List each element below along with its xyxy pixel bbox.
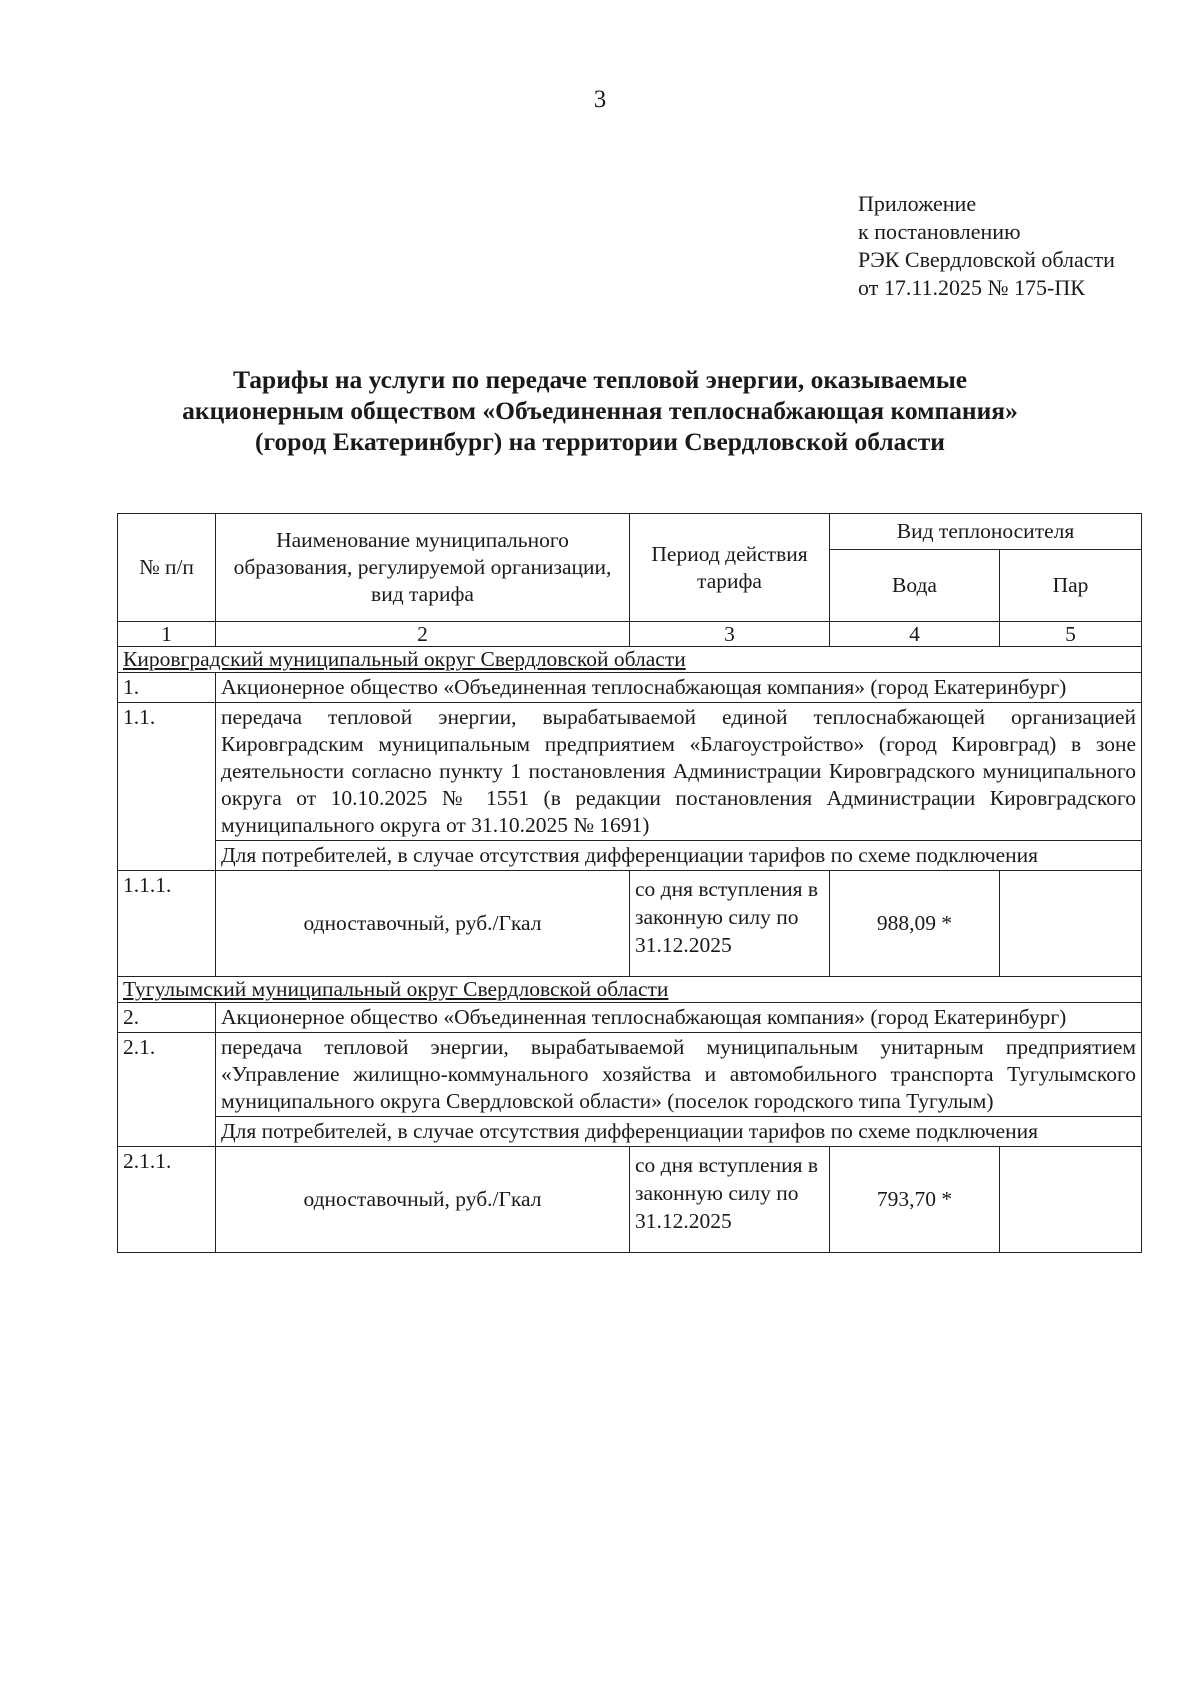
org-name: Акционерное общество «Объединенная теплоснабжающая компания» (город Екатеринбург) [216, 1003, 1142, 1033]
tariff-steam-value [1000, 871, 1142, 977]
tariff-period: со дня вступления в законную силу по 31.12.2025 [630, 1147, 830, 1253]
org-num: 1. [118, 673, 216, 703]
appendix-line: РЭК Свердловской области [858, 247, 1115, 272]
consumers-note: Для потребителей, в случае отсутствия дифференциации тарифов по схеме подключения [216, 1117, 1142, 1147]
title-line: Тарифы на услуги по передаче тепловой энергии, оказываемые [232, 365, 968, 394]
consumers-note: Для потребителей, в случае отсутствия дифференциации тарифов по схеме подключения [216, 841, 1142, 871]
tariff-table [117, 513, 1142, 1253]
column-number: 1 [118, 622, 216, 647]
tariff-type: одноставочный, руб./Гкал [216, 1147, 630, 1253]
header-carrier: Вид теплоносителя [830, 514, 1142, 550]
appendix-block [858, 190, 1115, 302]
org-name: Акционерное общество «Объединенная теплоснабжающая компания» (город Екатеринбург) [216, 673, 1142, 703]
column-numbers-row [118, 622, 1142, 647]
org-num: 2. [118, 1003, 216, 1033]
tariff-water-value: 988,09 * [830, 871, 1000, 977]
header-name: Наименование муниципального образования, регулируемой организации, вид тарифа [216, 514, 630, 622]
column-number: 2 [216, 622, 630, 647]
tariff-period: со дня вступления в законную силу по 31.12.2025 [630, 871, 830, 977]
appendix-line: Приложение [858, 191, 977, 216]
header-num: № п/п [118, 514, 216, 622]
region-row: Тугулымский муниципальный округ Свердловской области [118, 977, 1142, 1003]
tariff-water-value: 793,70 * [830, 1147, 1000, 1253]
column-number: 3 [630, 622, 830, 647]
column-number: 4 [830, 622, 1000, 647]
title-line: (город Екатеринбург) на территории Свердловской области [255, 427, 945, 456]
title-line: акционерным обществом «Объединенная теплоснабжающая компания» [182, 396, 1018, 425]
service-num: 1.1. [118, 703, 216, 871]
tariff-steam-value [1000, 1147, 1142, 1253]
column-number: 5 [1000, 622, 1142, 647]
header-period: Период действия тарифа [630, 514, 830, 622]
tariff-num: 2.1.1. [118, 1147, 216, 1253]
page-number: 3 [593, 86, 607, 113]
service-description: передача тепловой энергии, вырабатываемой муниципальным унитарным предприятием «Управление жилищно-коммунального хозяйства и автомобильного транспорта Тугулымского муниципального округа Свердловской области» (поселок городского типа Тугулым) [216, 1033, 1142, 1117]
tariff-num: 1.1.1. [118, 871, 216, 977]
header-steam: Пар [1000, 550, 1142, 622]
tariff-type: одноставочный, руб./Гкал [216, 871, 630, 977]
appendix-line: от 17.11.2025 № 175-ПК [858, 275, 1085, 300]
document-title [60, 364, 1140, 457]
service-num: 2.1. [118, 1033, 216, 1147]
service-description: передача тепловой энергии, вырабатываемой единой теплоснабжающей организацией Кировградским муниципальным предприятием «Благоустройство» (город Кировград) в зоне деятельности согласно пункту 1 постановления Администрации Кировградского муниципального округа от 10.10.2025 № 1551 (в редакции постановления Администрации Кировградского муниципального округа от 31.10.2025 № 1691) [216, 703, 1142, 841]
header-water: Вода [830, 550, 1000, 622]
appendix-line: к постановлению [858, 219, 1021, 244]
region-row: Кировградский муниципальный округ Свердловской области [118, 647, 1142, 673]
